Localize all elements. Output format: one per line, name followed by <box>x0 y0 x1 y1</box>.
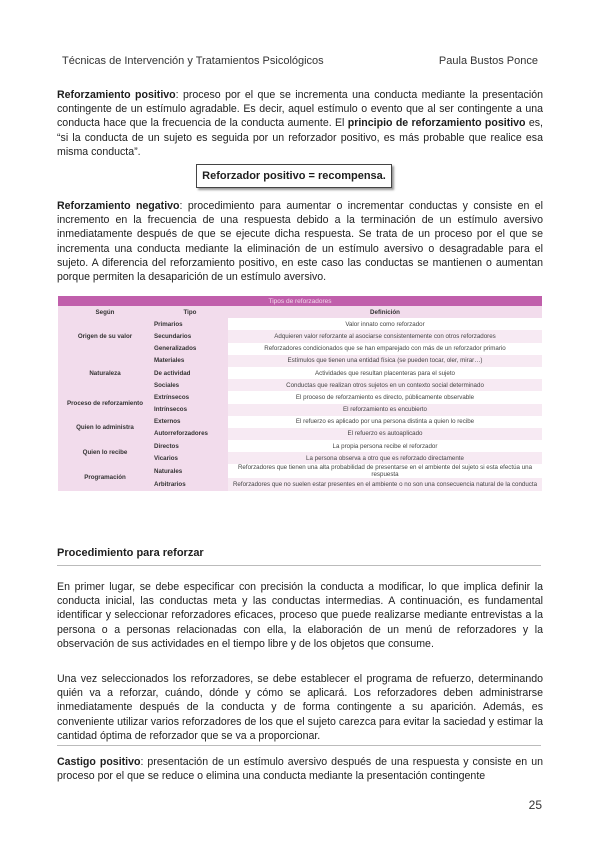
definition-cell: El proceso de reforzamiento es directo, públicamente observable <box>295 393 475 401</box>
p5-text: : presentación de un estímulo aversivo después de una respuesta y consiste en un proceso por el que se reduce o elimina una conducta mediante la presentación contingente <box>57 756 543 783</box>
table-caption: Tipos de reforzadores <box>58 296 542 306</box>
definition-cell: Valor innato como reforzador <box>345 320 425 328</box>
definition-cell: Reforzadores que tienen una alta probabilidad de presentarse en el ambiente del sujeto si esta efectúa una respuesta <box>237 464 533 479</box>
group-label: Quien lo recibe <box>58 440 152 464</box>
col-header: Según <box>58 306 152 318</box>
term-positive-reinforcement: Reforzamiento positivo <box>57 89 176 101</box>
reinforcer-types-table <box>58 296 542 491</box>
type-cell: Arbitrarios <box>152 478 228 490</box>
type-cell: Externos <box>152 416 228 428</box>
definition-cell: El refuerzo es aplicado por una persona distinta a quien lo recibe <box>295 418 475 426</box>
paragraph-positive-punishment <box>57 755 543 783</box>
group-label: Proceso de reforzamiento <box>58 391 152 415</box>
divider <box>57 565 541 566</box>
highlight-box: Reforzador positivo = recompensa. <box>196 164 392 188</box>
definition-cell: Reforzadores que no suelen estar presentes en el ambiente o no son una consecuencia natural de la conducta <box>228 478 542 490</box>
col-header: Definición <box>228 306 542 318</box>
header-author: Paula Bustos Ponce <box>438 55 538 67</box>
definition-cell: Reforzadores condicionados que se han emparejado con más de un reforzador primario <box>264 345 506 353</box>
type-cell: Materiales <box>152 355 228 367</box>
type-cell: Naturales <box>152 464 228 478</box>
term-principle: principio de reforzamiento positivo <box>347 117 526 130</box>
definition-cell: El reforzamiento es encubierto <box>228 404 542 416</box>
term-positive-punishment: Castigo positivo <box>57 756 141 768</box>
definition-cell: Conductas que realizan otros sujetos en un contexto social determinado <box>228 379 542 391</box>
type-cell: Extrínsecos <box>152 391 228 403</box>
paragraph-procedure-2: Una vez seleccionados los reforzadores, se debe establecer el programa de refuerzo, determinando quién va a reforzar, cuándo, dónde y cómo se aplicará. Los reforzadores deben administrarse inmediatamente después de la conducta y de forma contingente a su aparición. Además, es conveniente utilizar varios reforzadores de los que el sujeto carezca para evitar la saciedad y estimar la cantidad óptima de reforzador que se va a proporcionar. <box>57 673 543 742</box>
definition-cell: Adquieren valor reforzante al asociarse consistentemente con otros reforzadores <box>228 330 542 342</box>
page-header <box>62 55 538 67</box>
col-header: Tipo <box>152 306 228 318</box>
group-label: Quien lo administra <box>58 416 152 440</box>
definition-cell: Actividades que resultan placenteras para el sujeto <box>315 369 455 377</box>
header-title: Técnicas de Intervención y Tratamientos Psicológicos <box>62 55 324 67</box>
type-cell: Generalizados <box>152 343 228 355</box>
paragraph-positive-reinforcement <box>57 88 543 159</box>
term-negative-reinforcement: Reforzamiento negativo <box>57 200 180 212</box>
definition-cell: Estímulos que tienen una entidad física (se pueden tocar, oler, mirar…) <box>228 355 542 367</box>
paragraph-procedure-1: En primer lugar, se debe especificar con precisión la conducta a modificar, lo que implica definir la conducta inicial, las conductas meta y las conductas intermedias. A continuación, es fundamental identificar y seleccionar reforzadores eficaces, proceso que puede realizarse mediante entrevistas a la persona o a personas relacionadas con ella, la elaboración de un menú de reforzadores y la observación de sus actividades en el tiempo libre y de los objetos que consume. <box>57 581 543 650</box>
type-cell: Intrínsecos <box>152 404 228 416</box>
definition-cell: El refuerzo es autoaplicado <box>228 428 542 440</box>
p1-text1: : proceso por el que se incrementa una conducta mediante la presentación contingente de un estímulo agradable. Es decir, aquel estímulo o evento que al ser contingente a una conducta hace que la frecuencia de la conducta aumente. El <box>57 89 543 130</box>
type-cell: Secundarios <box>152 330 228 342</box>
group-label: Naturaleza <box>58 355 152 392</box>
p2-text: : procedimiento para aumentar o incrementar conductas y consiste en el incremento en la frecuencia de una respuesta debido a la terminación de un estímulo aversivo inmediatamente después de que se ejecute dicha respuesta. Se trata de un proceso por el que se incrementa una conducta mediante la eliminación de un estímulo aversivo o desagradable para el sujeto. A diferencia del reforzamiento positivo, en este caso las conductas se mantienen o aumentan porque permiten la desaparición de un estímulo aversivo. <box>57 200 543 284</box>
type-cell: De actividad <box>152 367 228 379</box>
page-number: 25 <box>528 798 542 812</box>
type-cell: Primarios <box>152 318 228 330</box>
p1-text2: es, “si la conducta de un sujeto es seguida por un reforzador positivo, es más probable que realice esa misma conducta”. <box>57 117 544 158</box>
divider <box>57 745 541 746</box>
type-cell: Directos <box>152 440 228 452</box>
section-title: Procedimiento para reforzar <box>57 547 204 559</box>
type-cell: Vicarios <box>152 452 228 464</box>
group-label: Programación <box>58 464 152 490</box>
type-cell: Autorreforzadores <box>152 428 228 440</box>
definition-cell: La persona observa a otro que es reforzado directamente <box>228 452 542 464</box>
type-cell: Sociales <box>152 379 228 391</box>
paragraph-negative-reinforcement <box>57 199 543 284</box>
definition-cell: La propia persona recibe el reforzador <box>332 442 438 450</box>
group-label: Origen de su valor <box>58 318 152 355</box>
